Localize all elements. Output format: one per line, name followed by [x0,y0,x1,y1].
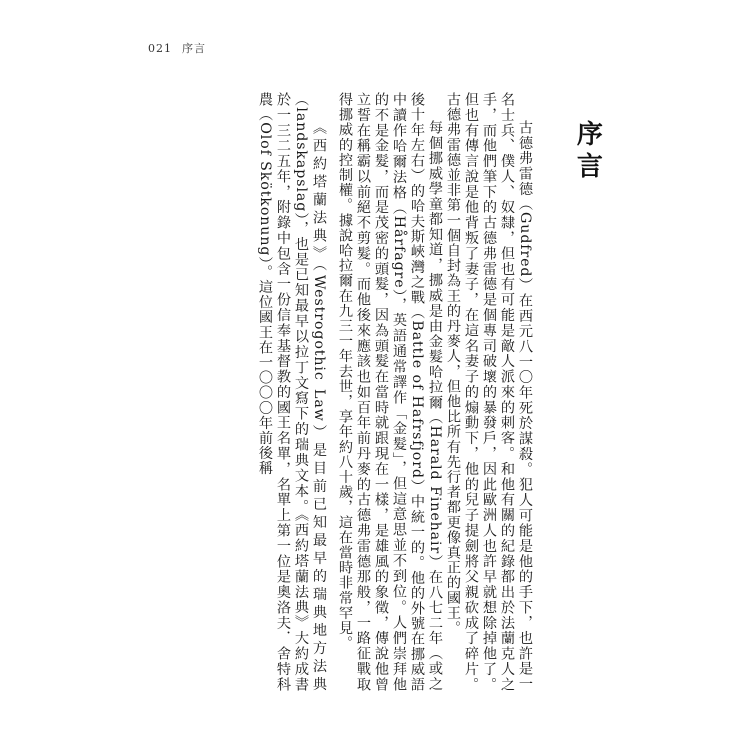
paragraph-westrogothic-law [256,92,328,692]
paragraph-harald [336,92,444,692]
text-line: 哈夫斯峽灣之戰（Battle of Hafrsfjord）中統一的。他的外號在挪威語中讀作哈爾法格（Hårfagre），英 [391,92,425,692]
chapter-title: 序言 [572,120,603,184]
text-line: 每個挪威學童都知道，挪威是由金髮哈拉爾（Harald Finehair）在八七二年（或之後十年左右）的 [409,92,443,692]
text-line: 是個專司破壞的暴發戶，因此歐洲人也許早就想除掉他了。但也有傳言說是他背叛了妻子，在這名妻子 [463,92,497,692]
body-text [150,92,534,692]
page-number: 021 [148,42,172,55]
running-header [148,40,206,56]
text-line: 奴隸，但也有可能是敵人派來的刺客。和他有關的紀錄都出於法蘭克人之手，而他們筆下的古德弗雷德 [481,92,515,692]
text-line: 古德弗雷德（Gudfred）在西元八一〇年死於謀殺。犯人可能是他的手下，也許是一名士兵、僕人、 [499,92,533,692]
text-line: 常罕見。 [337,590,353,651]
running-section-title: 序言 [182,42,206,55]
text-line: 德弗雷德那般，一路征戰取得挪威的控制權。據說哈拉爾在九三一年去世，享年約八十歲，這在當時非 [337,92,371,692]
text-line: 就跟現在一樣，是雄風的象徵，傳說他曾立誓在稱霸以前絕不剪髮。而他後來應該也如百年前丹麥的古 [355,92,389,692]
text-line: 行者都更像真正的國王。 [445,469,461,636]
text-line: 的煽動下，他的兒子提劍將父親砍成了碎片。古德弗雷德並非第一個自封為王的丹麥人，但他比所有先 [445,92,479,692]
text-line: 語通常譯作「金髮」，但這意思並不到位。人們崇拜他的不是金髮，而是茂密的頭髮，因為頭髮在當時 [373,92,407,692]
paragraph-gudfred [444,92,534,692]
text-line: 《西約塔蘭法典》（Westrogothic Law）是目前已知最早的瑞典地方法典（landskapslag），也是已 [293,92,327,692]
text-line: 教的國王名單，名單上第一位是奧洛夫．舍特科農（Olof Skötkonung）。這位國王在一〇〇〇年前後稱 [257,92,291,692]
text-line: 知最早以拉丁文寫下的瑞典文本。《西約塔蘭法典》大約成書於一三二五年，附錄中包含一份信奉基督 [275,92,309,692]
